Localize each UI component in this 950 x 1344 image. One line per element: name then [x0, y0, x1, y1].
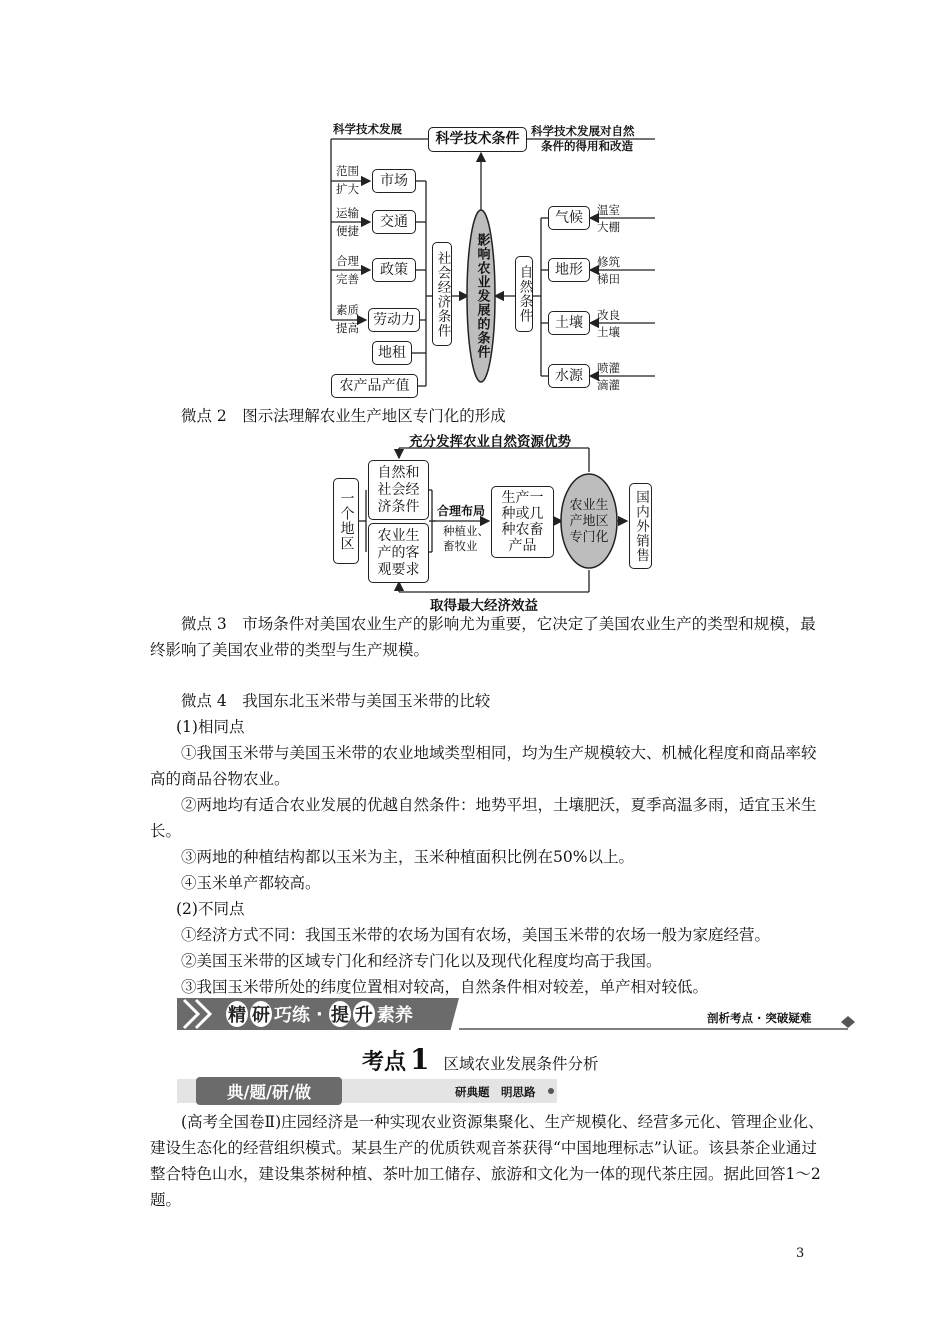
requirements-line: 农业生: [377, 527, 420, 544]
right-label: 梯田: [597, 272, 620, 286]
point2-title: 微点 2 图示法理解农业生产地区专门化的形成: [181, 407, 506, 425]
same-item: ③两地的种植结构都以玉米为主，玉米种植面积比例在50%以上。: [181, 848, 634, 866]
left-label: 素质: [336, 303, 359, 317]
sales-box: 国内外销售: [629, 483, 652, 569]
banner-right: 剖析考点 · 突破疑难: [707, 1011, 812, 1025]
social-economic-box: 社会经济条件: [432, 242, 452, 346]
soil-box: 土壤: [548, 311, 590, 335]
rent-box: 地租: [372, 341, 412, 365]
banner-text: 巧练: [274, 1005, 310, 1026]
dianti-title: 典/题/研/做: [196, 1077, 342, 1105]
terrain-box: 地形: [548, 258, 590, 282]
conditions-line: 济条件: [377, 498, 420, 515]
requirements-line: 产的客: [377, 544, 420, 561]
right-label: 滴灌: [597, 378, 620, 392]
right-label: 土壤: [597, 325, 620, 339]
bottom-caption: 取得最大经济效益: [430, 598, 538, 614]
sector-label-1: 种植业、: [443, 524, 489, 538]
diff-item: ①经济方式不同：我国玉米带的农场为国有农场，美国玉米带的农场一般为家庭经营。: [181, 926, 771, 944]
dianti-right: 研典题 明思路: [455, 1085, 536, 1099]
top-left-label: 科学技术发展: [333, 122, 402, 136]
labor-box: 劳动力: [368, 308, 420, 332]
kaodian-number: 1: [410, 1043, 430, 1076]
center-label: 影响农业发展的条件: [474, 233, 490, 359]
market-box: 市场: [372, 169, 416, 193]
produce-line: 种或几: [501, 506, 544, 522]
produce-line: 种农畜: [501, 522, 544, 538]
right-label: 大棚: [597, 220, 620, 234]
specialization-line: 专门化: [569, 530, 609, 545]
top-right-label-1: 科学技术发展对自然: [531, 124, 635, 138]
diff-item: ②美国玉米带的区域专门化和经济专门化以及现代化程度均高于我国。: [181, 952, 662, 970]
kaodian-title: 区域农业发展条件分析: [443, 1055, 599, 1073]
right-label: 修筑: [597, 255, 620, 269]
kaodian-label: 考点: [362, 1050, 407, 1075]
left-label: 完善: [336, 272, 359, 286]
right-label: 喷灌: [597, 361, 620, 375]
left-label: 提高: [336, 321, 359, 335]
kaodian-heading: [362, 1043, 599, 1076]
question-paragraph: (高考全国卷Ⅱ)庄园经济是一种实现农业资源集聚化、生产规模化、经营多元化、管理企业化、建设生态化的经营组织模式。某县生产的优质铁观音茶获得“中国地理标志”认证。该县茶企业通过整合特色山水，建设集茶树种植、茶叶加工储存、旅游和文化为一体的现代茶庄园。据此回答1～2题。: [150, 1113, 824, 1209]
layout-label: 合理布局: [437, 504, 486, 518]
produce-line: 生产一: [501, 490, 544, 506]
page-number: 3: [796, 1246, 805, 1261]
natural-box: 自然条件: [515, 256, 533, 332]
diff-item: ③我国玉米带所处的纬度位置相对较高，自然条件相对较差，单产相对较低。: [181, 978, 709, 996]
same-item: ④玉米单产都较高。: [181, 874, 321, 892]
dianti-dot-icon: [548, 1088, 554, 1094]
question-text: [150, 1109, 830, 1213]
climate-box: 气候: [548, 206, 590, 230]
banner-char: 提: [329, 1001, 351, 1027]
policy-box: 政策: [372, 258, 416, 282]
right-label: 改良: [597, 308, 620, 322]
same-item: ①我国玉米带与美国玉米带的农业地域类型相同，均为生产规模较大、机械化程度和商品率较高的商品谷物农业。: [150, 744, 817, 788]
banner-dot: ·: [316, 1003, 323, 1025]
top-right-label-2: 条件的得用和改造: [541, 139, 633, 153]
top-caption: 充分发挥农业自然资源优势: [409, 434, 571, 450]
banner-char: 升: [353, 1001, 375, 1027]
diff-title: (2)不同点: [176, 900, 245, 918]
left-label: 范围: [336, 164, 359, 178]
region-box: 一个地区: [333, 478, 359, 564]
water-box: 水源: [548, 364, 590, 388]
left-label: 扩大: [336, 182, 359, 196]
specialization-line: 农业生: [569, 498, 609, 513]
banner-char: 研: [250, 1001, 272, 1027]
conditions-line: 社会经: [377, 481, 420, 498]
banner-char: 精: [226, 1001, 248, 1027]
left-label: 便捷: [336, 224, 359, 238]
left-label: 合理: [336, 254, 359, 268]
produce-line: 产品: [508, 538, 537, 554]
same-title: (1)相同点: [176, 718, 245, 736]
point3-paragraph: 微点 3 市场条件对美国农业生产的影响尤为重要，它决定了美国农业生产的类型和规模，最终影响了美国农业带的类型与生产规模。: [150, 615, 816, 659]
tech-box: 科学技术条件: [428, 127, 527, 152]
specialization-line: 产地区: [569, 514, 609, 529]
banner-text: 素养: [376, 1005, 413, 1026]
output-value-box: 农产品产值: [331, 374, 418, 398]
left-label: 运输: [336, 206, 359, 220]
right-label: 温室: [597, 203, 620, 217]
point4-title: 微点 4 我国东北玉米带与美国玉米带的比较: [181, 692, 491, 710]
requirements-line: 观要求: [377, 561, 420, 578]
banner-title: [226, 1000, 413, 1028]
same-item: ②两地均有适合农业发展的优越自然条件：地势平坦，土壤肥沃，夏季高温多雨，适宜玉米生长。: [150, 796, 817, 840]
transport-box: 交通: [372, 210, 416, 234]
conditions-line: 自然和: [377, 464, 420, 481]
sector-label-2: 畜牧业: [443, 539, 478, 553]
